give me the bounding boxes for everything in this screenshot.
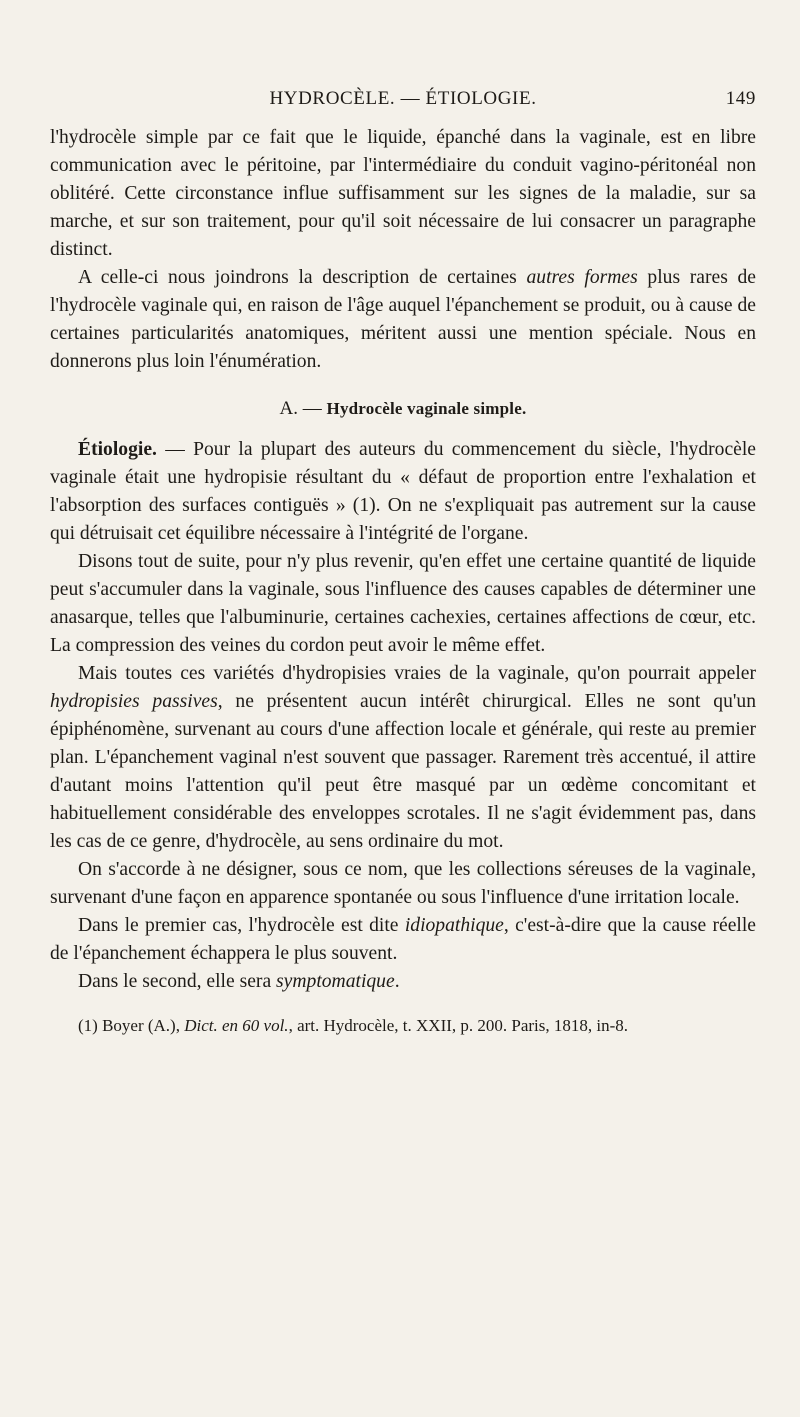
footnote bbox=[50, 1014, 756, 1038]
etiologie-paragraph bbox=[50, 436, 756, 548]
etiologie-lead: Étiologie. bbox=[78, 439, 157, 460]
intro-paragraph-2 bbox=[50, 264, 756, 376]
mais-text-a: Mais toutes ces variétés d'hydropisies vraies de la vaginale, qu'on pourrait appeler bbox=[78, 663, 756, 684]
emphasis-idiopathique: idiopathique bbox=[404, 915, 504, 936]
footnote-text-a: (1) Boyer (A.), bbox=[78, 1016, 185, 1035]
section-letter: A. — bbox=[279, 398, 327, 419]
intro-text-2a: A celle-ci nous joindrons la description de certaines bbox=[78, 267, 527, 288]
running-head bbox=[50, 88, 756, 114]
disons-paragraph: Disons tout de suite, pour n'y plus revenir, qu'en effet une certaine quantité de liquide peut s'accumuler dans la vaginale, sous l'influence des causes capables de déterminer une anasarque, telles que l'albuminurie, certaines cachexies, certaines affections de cœur, etc. La compression des veines du cordon peut avoir le même effet. bbox=[50, 551, 756, 656]
etiologie-text: — Pour la plupart des auteurs du commencement du siècle, l'hydrocèle vaginale était une hydropisie résultant du « défaut de proportion entre l'exhalation et l'absorption des surfaces contiguës » (1). On ne s'expliquait pas autrement sur la cause qui détruisait cet équilibre nécessaire à l'intégrité de l'organe. bbox=[50, 439, 756, 544]
mais-paragraph bbox=[50, 660, 756, 856]
premier-paragraph bbox=[50, 912, 756, 968]
section-title: Hydrocèle vaginale simple. bbox=[326, 399, 527, 418]
section-heading bbox=[50, 398, 756, 420]
second-text-b: . bbox=[394, 971, 400, 992]
intro-text-2b: plus rares de l'hydrocèle vaginale qui, en raison de l'âge auquel l'épanchement se produit, ou à cause de certaines particularités anatomiques, méritent aussi une mention spéciale. Nous en donnerons plus loin l'énumération. bbox=[50, 267, 756, 372]
body-text bbox=[50, 124, 756, 1038]
emphasis-autres-formes: autres formes bbox=[526, 267, 638, 288]
footnote-emphasis: Dict. en 60 vol. bbox=[184, 1016, 289, 1035]
emphasis-symptomatique: symptomatique bbox=[276, 971, 395, 992]
emphasis-hydropisies-passives: hydropisies passives bbox=[50, 691, 218, 712]
page-number: 149 bbox=[725, 88, 756, 109]
running-title: HYDROCÈLE. — ÉTIOLOGIE. bbox=[269, 88, 537, 109]
premier-text-b: , c'est-à-dire que la cause réelle de l'épanchement échappera le plus souvent. bbox=[50, 915, 757, 964]
intro-paragraph bbox=[50, 124, 756, 264]
footnote-text-b: , art. Hydrocèle, t. XXII, p. 200. Paris, 1818, in-8. bbox=[288, 1016, 629, 1035]
premier-text-a: Dans le premier cas, l'hydrocèle est dite bbox=[78, 915, 405, 936]
second-paragraph bbox=[50, 968, 756, 996]
accord-paragraph: On s'accorde à ne désigner, sous ce nom, que les collections séreuses de la vaginale, survenant d'une façon en apparence spontanée ou sous l'influence d'une irritation locale. bbox=[50, 859, 756, 908]
second-text-a: Dans le second, elle sera bbox=[78, 971, 277, 992]
mais-text-b: , ne présentent aucun intérêt chirurgical. Elles ne sont qu'un épiphénomène, survenant au cours d'une affection locale et générale, qui reste au premier plan. L'épanchement vaginal n'est souvent que passager. Rarement très accentué, il attire d'autant moins l'attention qu'il peut être masqué par un œdème concomitant et habituellement considérable des enveloppes scrotales. Il ne s'agit évidemment pas, dans les cas de ce genre, d'hydrocèle, au sens ordinaire du mot. bbox=[50, 691, 756, 852]
intro-text: l'hydrocèle simple par ce fait que le liquide, épanché dans la vaginale, est en libre communication avec le péritoine, par l'intermédiaire du conduit vagino-péritonéal non oblitéré. Cette circonstance influe suffisamment sur les signes de la maladie, sur sa marche, et sur son traitement, pour qu'il soit nécessaire de lui consacrer un paragraphe distinct. bbox=[50, 127, 756, 260]
